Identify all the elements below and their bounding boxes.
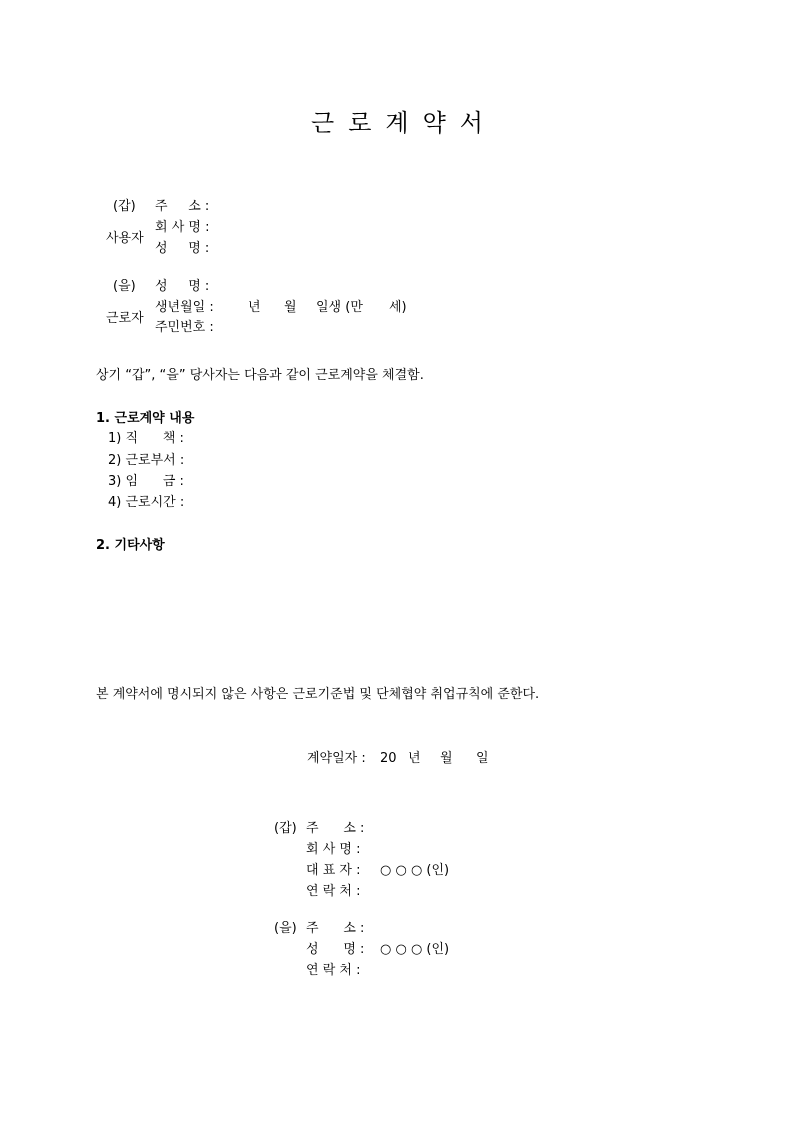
contract-date-label: 계약일자 : <box>307 751 366 766</box>
contract-year-prefix: 20 <box>380 751 397 766</box>
birth-month-unit: 월 <box>284 300 297 315</box>
contract-month-unit: 월 <box>440 751 453 766</box>
employee-group-label: 근로자 <box>106 311 144 326</box>
sign-employer-company-label: 회 사 명 : <box>306 842 361 857</box>
employer-tag: (갑) <box>113 199 136 214</box>
employee-birth-label: 생년월일 : <box>155 300 214 315</box>
contract-year-unit: 년 <box>408 751 421 766</box>
sign-employee-contact-label: 연 락 처 : <box>306 963 361 978</box>
section1-item: 1) 직 책 : <box>108 431 184 446</box>
sign-employee-name-label: 성 명 : <box>306 942 365 957</box>
section1-item: 2) 근로부서 : <box>108 453 185 468</box>
sign-employer-rep-label: 대 표 자 : <box>306 863 361 878</box>
sign-employer-contact-label: 연 락 처 : <box>306 884 361 899</box>
sign-employee-address-label: 주 소 : <box>306 921 365 936</box>
contract-day-unit: 일 <box>476 751 489 766</box>
sign-employer-tag: (갑) <box>274 821 297 836</box>
birth-age-unit: 세) <box>389 300 407 315</box>
section2-heading: 2. 기타사항 <box>96 538 165 553</box>
employer-name-label: 성 명 : <box>155 241 210 256</box>
employer-address-label: 주 소 : <box>155 199 210 214</box>
employee-resident-label: 주민번호 : <box>155 320 214 335</box>
section1-item: 3) 임 금 : <box>108 474 184 489</box>
section1-heading: 1. 근로계약 내용 <box>96 411 195 426</box>
sign-employee-tag: (을) <box>274 921 297 936</box>
birth-day-unit: 일생 (만 <box>316 300 363 315</box>
closing-text: 본 계약서에 명시되지 않은 사항은 근로기준법 및 단체협약 취업규칙에 준한다. <box>96 687 540 702</box>
intro-text: 상기 “갑”, “을” 당사자는 다음과 같이 근로계약을 체결함. <box>96 368 424 383</box>
sign-employer-rep-value: ○ ○ ○ (인) <box>380 863 450 878</box>
employee-name-label: 성 명 : <box>155 279 210 294</box>
employer-company-label: 회 사 명 : <box>155 220 210 235</box>
sign-employer-address-label: 주 소 : <box>306 821 365 836</box>
employee-tag: (을) <box>113 279 136 294</box>
sign-employee-name-value: ○ ○ ○ (인) <box>380 942 450 957</box>
document-title: 근로계약서 <box>311 109 497 137</box>
birth-year-unit: 년 <box>248 300 261 315</box>
employer-group-label: 사용자 <box>106 231 144 246</box>
section1-item: 4) 근로시간 : <box>108 495 185 510</box>
